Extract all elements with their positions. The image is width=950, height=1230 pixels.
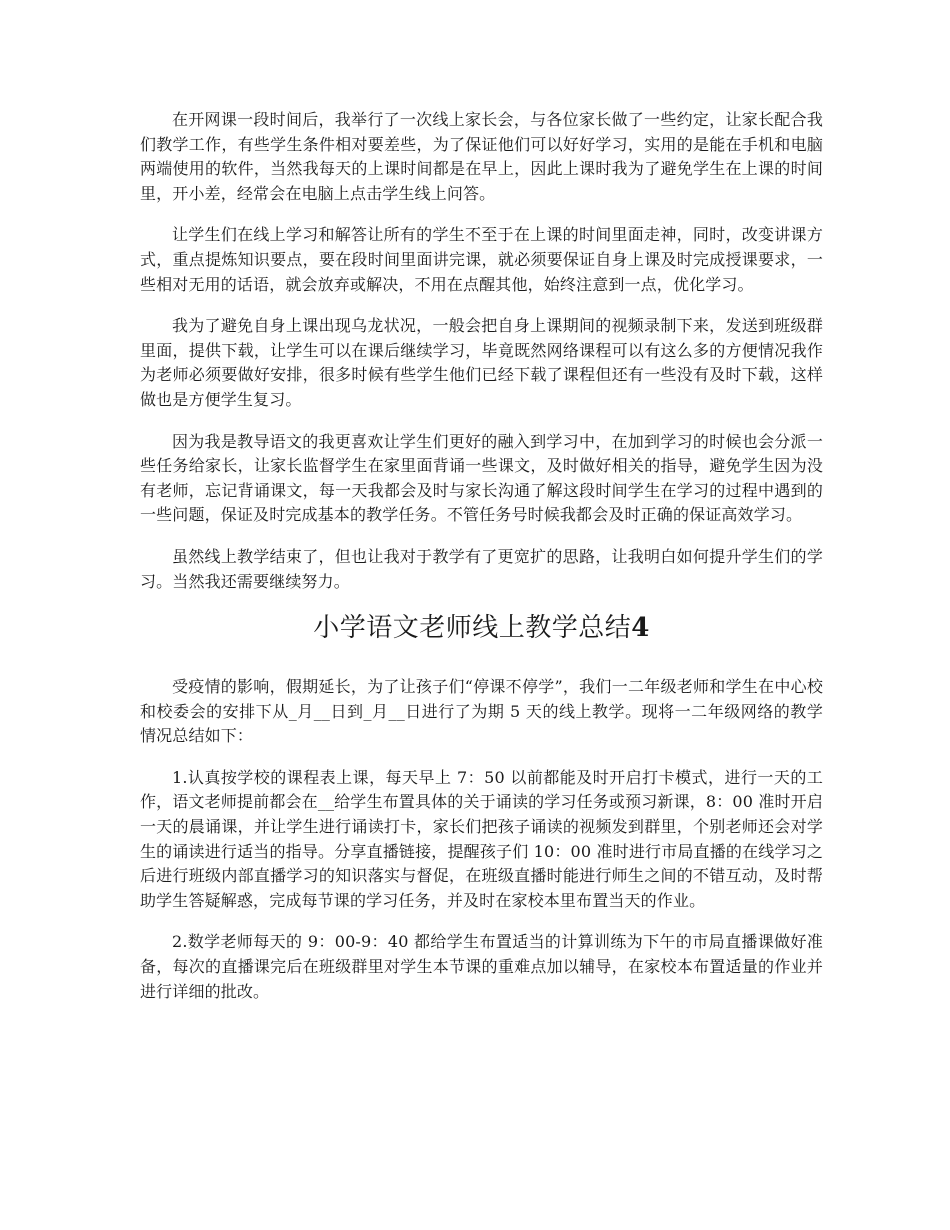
heading-number: 4	[631, 613, 650, 644]
paragraph-7: 1.认真按学校的课程表上课，每天早上 7：50 以前都能及时开启打卡模式，进行一天的工作，语文老师提前都会在__给学生布置具体的关于诵读的学习任务或预习新课，8：00 准时开启一天的晨诵课，并让学生进行诵读打卡，家长们把孩子诵读的视频发到群里，个别老师还会对学生的诵读进行适当的指导。分享直播链接，提醒孩子们 10：00 准时进行市局直播的在线学习之后进行班级内部直播学习的知识落实与督促，在班级直播时能进行师生之间的不错互动，及时帮助学生答疑解惑，完成每节课的学习任务，并及时在家校本里布置当天的作业。	[140, 767, 823, 910]
document-page	[140, 108, 823, 1021]
section-heading	[140, 611, 823, 645]
paragraph-5: 虽然线上教学结束了，但也让我对于教学有了更宽扩的思路，让我明白如何提升学生们的学习。当然我还需要继续努力。	[140, 546, 823, 591]
paragraph-1: 在开网课一段时间后，我举行了一次线上家长会，与各位家长做了一些约定，让家长配合我们教学工作，有些学生条件相对要差些，为了保证他们可以好好学习，实用的是能在手机和电脑两端使用的软件，当然我每天的上课时间都是在早上，因此上课时我为了避免学生在上课的时间里，开小差，经常会在电脑上点击学生线上问答。	[140, 110, 823, 203]
paragraph-8: 2.数学老师每天的 9：00-9：40 都给学生布置适当的计算训练为下午的市局直播课做好准备，每次的直播课完后在班级群里对学生本节课的重难点加以辅导，在家校本布置适量的作业并进行详细的批改。	[140, 932, 823, 1001]
paragraph-2: 让学生们在线上学习和解答让所有的学生不至于在上课的时间里面走神，同时，改变讲课方式，重点提炼知识要点，要在段时间里面讲完课，就必须要保证自身上课及时完成授课要求，一些相对无用的话语，就会放弃或解决，不用在点醒其他，始终注意到一点，优化学习。	[140, 225, 823, 294]
paragraph-6: 受疫情的影响，假期延长，为了让孩子们“停课不停学”，我们一二年级老师和学生在中心校和校委会的安排下从_月__日到_月__日进行了为期 5 天的线上教学。现将一二年级网络的教学情况总结如下：	[140, 677, 823, 746]
heading-title: 小学语文老师线上教学总结	[313, 613, 632, 644]
paragraph-4: 因为我是教导语文的我更喜欢让学生们更好的融入到学习中，在加到学习的时候也会分派一些任务给家长，让家长监督学生在家里面背诵一些课文，及时做好相关的指导，避免学生因为没有老师，忘记背诵课文，每一天我都会及时与家长沟通了解这段时间学生在学习的过程中遇到的一些问题，保证及时完成基本的教学任务。不管任务号时候我都会及时正确的保证高效学习。	[140, 431, 823, 525]
paragraph-3: 我为了避免自身上课出现乌龙状况，一般会把自身上课期间的视频录制下来，发送到班级群里面，提供下载，让学生可以在课后继续学习，毕竟既然网络课程可以有这么多的方便情况我作为老师必须要做好安排，很多时候有些学生他们已经下载了课程但还有一些没有及时下载，这样做也是方便学生复习。	[140, 316, 823, 409]
